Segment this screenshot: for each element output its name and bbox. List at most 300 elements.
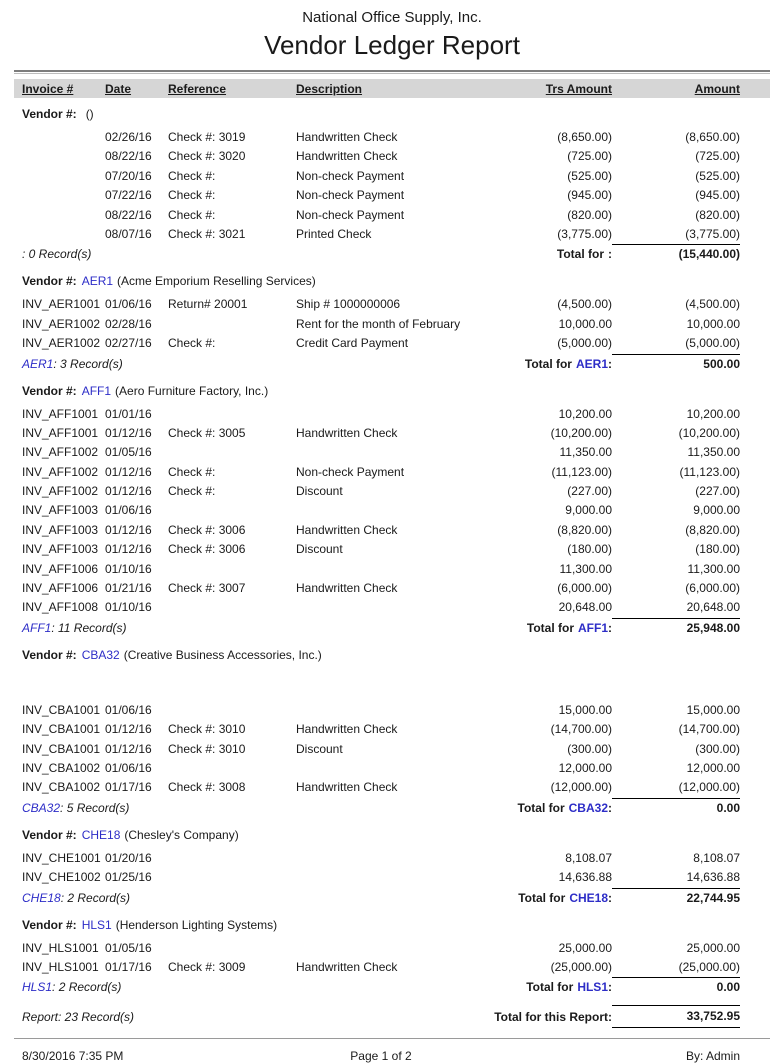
cell-date: 01/10/16 [105,561,152,576]
cell-amount: (725.00) [695,149,740,164]
cell-trs-amount: 15,000.00 [558,702,612,717]
cell-trs-amount: (945.00) [567,188,612,203]
vendor-label: Vendor #: [22,383,77,398]
total-colon: : [608,800,612,815]
cell-invoice: INV_HLS1001 [22,940,99,955]
cell-reference: Check #: [168,464,216,479]
cell-description [296,560,496,579]
section-record-count [22,888,518,909]
cell-trs-amount: (820.00) [567,207,612,222]
section-total-label [526,977,612,998]
cell-reference [168,405,296,424]
cell-reference: Return# 20001 [168,297,248,312]
section-total-amount: 25,948.00 [686,620,740,635]
vendor-rows [14,701,770,798]
cell-amount: 20,648.00 [612,598,740,618]
vendor-name: (Acme Emporium Reselling Services) [117,274,316,289]
table-row [14,740,770,759]
cell-reference: Check #: 3019 [168,130,246,144]
cell-invoice: INV_CBA1002 [22,760,101,775]
cell-invoice: INV_AFF1002 [22,464,99,479]
cell-invoice: INV_CHE1001 [22,850,101,865]
cell-invoice [22,167,105,186]
cell-trs-amount: 12,000.00 [558,760,612,775]
column-header-trs-amount: Trs Amount [545,81,612,96]
cell-amount: 11,350.00 [687,445,740,460]
section-total-amount: (15,440.00) [678,247,740,262]
cell-reference: Check #: [168,207,216,222]
cell-date: 08/22/16 [105,207,152,222]
vendor-rows [14,849,770,888]
table-row [14,939,770,958]
cell-reference: Check #: 3010 [168,722,246,737]
cell-date: 01/12/16 [105,464,152,479]
report-page [14,0,770,1063]
cell-invoice: INV_CBA1002 [22,780,101,795]
cell-amount: (180.00) [695,542,740,557]
cell-invoice: INV_AFF1008 [22,600,99,615]
section-record-count [22,354,525,375]
table-row [14,225,770,244]
cell-amount: 10,200.00 [686,406,740,421]
cell-description: Handwritten Check [296,780,398,795]
cell-reference: Check #: 3007 [168,581,246,596]
vendor-rows [14,295,770,353]
cell-invoice: INV_AFF1006 [22,581,99,596]
cell-invoice: INV_AFF1002 [22,484,99,499]
total-prefix: Total for [517,800,565,815]
cell-trs-amount: 8,108.07 [565,850,612,865]
cell-date: 01/17/16 [105,780,152,795]
section-footer-row [14,618,770,639]
cell-amount: (8,820.00) [685,522,740,537]
column-header-description: Description [296,81,363,96]
section-total-amount: 22,744.95 [686,890,740,905]
cell-description: Rent for the month of February [296,316,461,331]
vendor-rows [14,405,770,618]
cell-amount: 9,000.00 [693,503,740,518]
report-record-count: Report: 23 Record(s) [22,1009,135,1024]
cell-reference [168,868,296,888]
report-total-label: Total for this Report: [494,1009,612,1024]
cell-date: 01/12/16 [105,522,152,537]
report-summary-row [14,1005,770,1028]
vendor-section [14,272,770,374]
cell-amount: (5,000.00) [612,334,740,354]
cell-trs-amount: (6,000.00) [557,581,612,596]
cell-trs-amount: 10,000.00 [558,316,612,331]
cell-invoice: INV_CBA1001 [22,702,101,717]
section-record-count [22,977,526,998]
section-footer-row [14,977,770,998]
cell-amount: (14,700.00) [678,722,740,737]
cell-date: 01/01/16 [105,406,152,421]
table-row [14,759,770,778]
cell-amount: (25,000.00) [612,958,740,978]
cell-description [296,598,496,618]
record-count-code: AFF1 [22,620,52,635]
cell-invoice [22,147,105,166]
record-count-code: HLS1 [22,980,53,995]
section-total-label [518,798,612,819]
vendor-section [14,646,770,819]
cell-reference [168,501,296,520]
cell-date: 02/26/16 [105,130,152,144]
cell-reference [168,560,296,579]
cell-trs-amount: 11,300.00 [559,561,612,576]
cell-invoice: INV_AFF1003 [22,542,99,557]
cell-date: 08/22/16 [105,149,152,164]
vendor-header [14,646,770,665]
cell-trs-amount: (227.00) [567,484,612,499]
table-row [14,849,770,868]
cell-date: 01/12/16 [105,484,152,499]
cell-reference [168,849,296,868]
cell-date: 08/07/16 [105,226,152,241]
cell-trs-amount: (725.00) [567,149,612,164]
cell-amount: (820.00) [695,207,740,222]
vendor-name: (Henderson Lighting Systems) [115,917,278,932]
cell-reference [168,443,296,462]
cell-date: 01/25/16 [105,870,152,885]
cell-reference [168,759,296,778]
table-row [14,186,770,205]
cell-description: Discount [296,542,343,557]
cell-trs-amount: (11,123.00) [551,464,612,479]
cell-trs-amount: (525.00) [567,168,612,183]
table-row [14,334,770,353]
cell-invoice: INV_AER1001 [22,297,101,312]
cell-invoice: INV_AFF1003 [22,503,99,518]
record-count-text: : 2 Record(s) [52,980,122,995]
cell-amount: (8,650.00) [685,130,740,144]
column-header-reference: Reference [168,81,227,96]
cell-description: Handwritten Check [296,149,398,164]
cell-description [296,501,496,520]
vendor-header [14,826,770,845]
cell-description [296,443,496,462]
table-row [14,778,770,797]
cell-description: Handwritten Check [296,581,398,596]
cell-date: 02/28/16 [105,316,152,331]
column-header-invoice: Invoice # [22,81,74,96]
table-row [14,482,770,501]
cell-description: Printed Check [296,226,372,241]
cell-description: Discount [296,484,343,499]
table-row [14,701,770,720]
cell-reference: Check #: [168,188,216,203]
vendor-label: Vendor #: [22,827,77,842]
table-row [14,540,770,559]
total-prefix: Total for [524,356,572,371]
cell-trs-amount: (8,650.00) [557,130,612,144]
vendor-label: Vendor #: [22,917,77,932]
section-footer-row [14,798,770,819]
total-prefix: Total for [556,247,604,262]
cell-reference: Check #: [168,484,216,499]
cell-reference [168,939,296,958]
cell-amount: 11,300.00 [687,561,740,576]
cell-trs-amount: 20,648.00 [558,600,612,615]
vendor-name: () [85,107,94,121]
cell-reference [168,598,296,618]
table-row [14,501,770,520]
cell-description: Handwritten Check [296,722,398,737]
cell-description: Handwritten Check [296,959,398,974]
cell-invoice: INV_AFF1001 [22,425,99,440]
record-count-code: AER1 [22,356,54,371]
cell-date: 01/06/16 [105,760,152,775]
section-total-label [527,618,612,639]
table-row [14,315,770,334]
cell-reference: Check #: 3008 [168,780,246,795]
cell-reference: Check #: 3006 [168,522,246,537]
cell-amount: 14,636.88 [612,868,740,888]
cell-description [296,849,496,868]
vendor-code: CHE18 [81,827,121,842]
cell-amount: (3,775.00) [612,225,740,245]
cell-amount: (12,000.00) [612,778,740,798]
cell-invoice [22,206,105,225]
table-row [14,463,770,482]
cell-trs-amount: 11,350.00 [559,445,612,460]
record-count-text: : 2 Record(s) [60,890,131,905]
column-header-date: Date [105,81,132,96]
cell-reference: Check #: [168,168,216,183]
cell-reference: Check #: 3006 [168,542,246,557]
cell-amount: 12,000.00 [686,760,740,775]
vendor-rows [14,939,770,978]
cell-date: 01/17/16 [105,959,152,974]
cell-date: 01/06/16 [105,503,152,518]
cell-trs-amount: 14,636.88 [558,870,612,885]
total-prefix: Total for [518,890,566,905]
vendor-section [14,826,770,909]
cell-date: 01/20/16 [105,850,152,865]
table-row [14,598,770,617]
cell-amount: (4,500.00) [685,297,740,312]
cell-invoice: INV_AFF1001 [22,406,99,421]
cell-date: 07/22/16 [105,188,152,203]
title-divider [14,70,770,74]
total-colon: : [608,620,612,635]
total-code: HLS1 [577,980,608,995]
section-total-label [557,244,612,265]
cell-amount: 15,000.00 [686,702,740,717]
vendor-code: AER1 [81,274,114,289]
table-row [14,443,770,462]
vendor-header [14,272,770,291]
total-prefix: Total for [526,620,574,635]
total-code: CBA32 [568,800,608,815]
cell-description: Handwritten Check [296,130,398,144]
section-total-amount: 500.00 [703,356,740,371]
record-count-code: CBA32 [22,800,61,815]
section-record-count [22,618,527,639]
cell-amount: 8,108.07 [693,850,740,865]
section-total-label [518,888,612,909]
vendor-header [14,105,770,124]
cell-description [296,701,496,720]
total-colon: : [608,890,612,905]
cell-description: Handwritten Check [296,522,398,537]
section-total-amount: 0.00 [716,800,740,815]
cell-date: 01/06/16 [105,702,152,717]
total-colon: : [608,247,612,262]
cell-trs-amount: (8,820.00) [557,522,612,537]
cell-description [296,759,496,778]
vendor-label: Vendor #: [22,274,77,289]
total-code: AFF1 [578,620,608,635]
cell-date: 01/12/16 [105,722,152,737]
column-header-row [14,79,770,98]
table-row [14,147,770,166]
company-name: National Office Supply, Inc. [302,9,482,26]
vendor-section [14,105,770,265]
cell-trs-amount: 10,200.00 [558,406,612,421]
total-code: AER1 [575,356,608,371]
cell-invoice: INV_HLS1001 [22,959,99,974]
cell-invoice [22,225,105,245]
cell-date: 01/21/16 [105,581,152,596]
cell-invoice: INV_AFF1006 [22,561,99,576]
cell-invoice: INV_CBA1001 [22,722,101,737]
footer-datetime: 8/30/2016 7:35 PM [22,1049,124,1063]
cell-description: Credit Card Payment [296,336,409,351]
cell-date: 01/10/16 [105,600,152,615]
table-row [14,424,770,443]
cell-description [296,939,496,958]
cell-description: Non-check Payment [296,168,405,183]
cell-invoice: INV_AFF1003 [22,522,99,537]
cell-trs-amount: (10,200.00) [550,425,612,440]
table-row [14,405,770,424]
vendor-header [14,382,770,401]
cell-date: 01/12/16 [105,542,152,557]
table-row [14,206,770,225]
cell-trs-amount: (12,000.00) [550,780,612,795]
cell-reference [168,315,296,334]
table-row [14,128,770,147]
cell-amount: (945.00) [695,188,740,203]
cell-trs-amount: (180.00) [567,542,612,557]
vendor-section [14,916,770,999]
section-footer-row [14,244,770,265]
vendor-section [14,382,770,639]
cell-date: 02/27/16 [105,336,152,351]
vendor-rows [14,128,770,244]
cell-invoice: INV_CBA1001 [22,741,101,756]
table-row [14,720,770,739]
vendor-code: CBA32 [81,647,120,662]
table-row [14,579,770,598]
cell-trs-amount: (3,775.00) [557,226,612,241]
record-count-code: CHE18 [22,890,61,905]
cell-reference: Check #: 3020 [168,149,246,164]
section-record-count [22,798,518,819]
table-row [14,521,770,540]
cell-invoice [22,128,105,147]
report-title: Vendor Ledger Report [264,30,520,60]
vendor-code: AFF1 [81,383,112,398]
cell-amount: (300.00) [695,741,740,756]
cell-amount: 25,000.00 [686,940,740,955]
table-row [14,868,770,887]
cell-reference: Check #: 3009 [168,959,246,974]
record-count-text: : 11 Record(s) [51,620,127,635]
cell-description: Non-check Payment [296,464,405,479]
record-count-text: : 0 Record(s) [22,247,92,262]
cell-amount: (11,123.00) [679,464,740,479]
sections-container [14,105,770,998]
cell-date: 01/12/16 [105,425,152,440]
section-total-amount: 0.00 [716,980,740,995]
cell-invoice: INV_AER1002 [22,336,101,351]
footer-user: By: Admin [685,1049,740,1063]
cell-description [296,405,496,424]
report-total-amount: 33,752.95 [612,1005,740,1028]
section-record-count [22,244,557,265]
cell-reference: Check #: 3005 [168,425,246,440]
section-footer-row [14,888,770,909]
cell-trs-amount: (4,500.00) [557,297,612,312]
cell-reference: Check #: 3010 [168,741,246,756]
total-code: CHE18 [569,890,608,905]
cell-amount: (10,200.00) [678,425,740,440]
cell-description: Non-check Payment [296,207,405,222]
section-total-label [525,354,612,375]
record-count-text: : 3 Record(s) [53,356,123,371]
cell-trs-amount: 9,000.00 [565,503,612,518]
table-row [14,167,770,186]
cell-reference: Check #: [168,336,216,351]
cell-date: 01/05/16 [105,940,152,955]
cell-trs-amount: (300.00) [567,741,612,756]
vendor-name: (Chesley's Company) [124,827,239,842]
total-prefix: Total for [526,980,574,995]
cell-date: 01/06/16 [105,297,152,312]
vendor-name: (Aero Furniture Factory, Inc.) [115,383,269,398]
cell-invoice: INV_AER1002 [22,316,101,331]
record-count-text: : 5 Record(s) [60,800,130,815]
cell-date: 01/05/16 [105,445,152,460]
cell-date: 01/12/16 [105,741,152,756]
cell-amount: 10,000.00 [686,316,740,331]
vendor-label: Vendor #: [22,647,77,662]
cell-description: Non-check Payment [296,188,405,203]
section-footer-row [14,354,770,375]
table-row [14,958,770,977]
total-colon: : [608,356,612,371]
vendor-name: (Creative Business Accessories, Inc.) [123,647,322,662]
cell-invoice: INV_CHE1002 [22,870,101,885]
cell-invoice: INV_AFF1002 [22,445,99,460]
footer-page-number: Page 1 of 2 [350,1049,412,1063]
cell-reference: Check #: 3021 [168,226,246,241]
column-header-amount: Amount [694,81,740,96]
cell-reference [168,701,296,720]
page-footer [14,1049,770,1063]
cell-amount: (227.00) [695,484,740,499]
vendor-header [14,916,770,935]
vendor-label: Vendor #: [22,107,77,121]
table-row [14,560,770,579]
cell-trs-amount: (25,000.00) [550,959,612,974]
cell-description [296,868,496,888]
vendor-code: HLS1 [81,917,112,932]
cell-amount: (6,000.00) [685,581,740,596]
cell-amount: (525.00) [695,168,740,183]
